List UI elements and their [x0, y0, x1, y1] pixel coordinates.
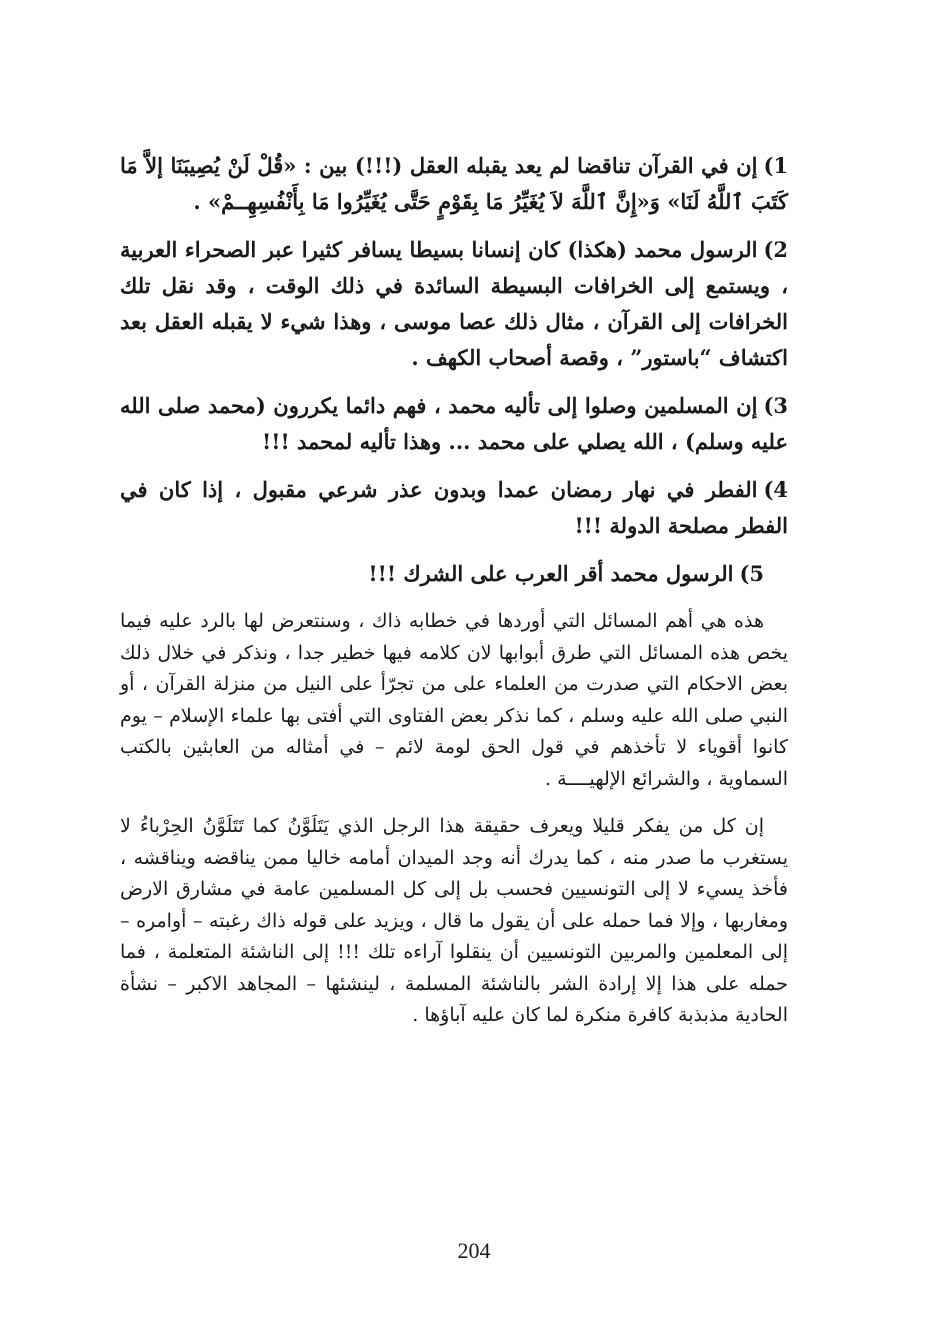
document-page [120, 148, 788, 1048]
item-text: الرسول محمد (هكذا) كان إنسانا بسيطا يسافر كثيرا عبر الصحراء العربية ، ويستمع إلى الخرافات البسيطة السائدة في ذلك الوقت ، وقد نقل تلك الخرافات إلى القرآن ، مثال ذلك عصا موسى ، وهذا شيء لا يقبله العقل بعد اكتشاف “باستور” ، وقصة أصحاب الكهف . [120, 237, 788, 370]
list-item-3 [120, 388, 788, 460]
item-text: الفطر في نهار رمضان عمدا وبدون عذر شرعي مقبول ، إذا كان في الفطر مصلحة الدولة !!! [120, 477, 788, 538]
body-paragraph-2: إن كل من يفكر قليلا ويعرف حقيقة هذا الرجل الذي يَتَلَوَّنُ كما تَتَلَوَّنُ الحِرْباءُ لا يستغرب ما صدر منه ، كما يدرك أنه وجد الميدان أمامه خاليا ممن يناقضه ويناقشه ، فأخذ يسيء لا إلى التونسيين فحسب بل إلى كل المسلمين عامة في مشارق الارض ومغاربها ، وإلا فما حمله على أن يقول ما قال ، ويزيد على قوله ذاك رغبته – أوامره – إلى المعلمين والمربين التونسيين أن ينقلوا آراءه تلك !!! إلى الناشئة المتعلمة ، فما حمله على هذا إلا إرادة الشر بالناشئة المسلمة ، لينشئها – المجاهد الاكبر – نشأة الحادية مذبذبة كافرة منكرة لما كان عليه آباؤها . [120, 815, 788, 1026]
list-item-1 [120, 148, 788, 220]
list-item-5 [120, 556, 788, 592]
item-number: 2) [763, 237, 788, 262]
item-text: إن في القرآن تناقضا لم يعد يقبله العقل (!!!) بين : «قُلْ لَنْ يُصِيبَنَا إلاَّ مَا كَتَبَ ٱللَّهُ لَنَا» وَ«إِنَّ ٱللَّهَ لاَ يُغَيِّرُ مَا بِقَوْمٍ حَتَّى يُغَيِّرُوا مَا بِأَنْفُسِهِــمْ» . [120, 153, 788, 214]
body-paragraph-1: هذه هي أهم المسائل التي أوردها في خطابه ذاك ، وسنتعرض لها بالرد عليه فيما يخص هذه المسائل التي طرق أبوابها لان كلامه فيها خطير جدا ، ونذكر في خلال ذلك بعض الاحكام التي صدرت من العلماء على من تجرّأ على النيل من منزلة القرآن ، أو النبي صلى الله عليه وسلم ، كما نذكر بعض الفتاوى التي أفتى بها علماء الإسلام – يوم كانوا أقوياء لا تأخذهم في قول الحق لومة لائم – في أمثاله من العابثين بالكتب السماوية ، والشرائع الإلهيــــة . [120, 610, 788, 790]
list-item-2 [120, 232, 788, 376]
item-number: 5) [739, 561, 764, 586]
item-text: الرسول محمد أقر العرب على الشرك !!! [368, 561, 734, 586]
item-text: إن المسلمين وصلوا إلى تأليه محمد ، فهم دائما يكررون (محمد صلى الله عليه وسلم) ، الله يصلي على محمد ... وهذا تأليه لمحمد !!! [120, 393, 788, 454]
item-number: 1) [763, 153, 788, 178]
item-number: 4) [763, 477, 788, 502]
list-item-4 [120, 472, 788, 544]
page-number: 204 [457, 1238, 491, 1263]
item-number: 3) [763, 393, 788, 418]
